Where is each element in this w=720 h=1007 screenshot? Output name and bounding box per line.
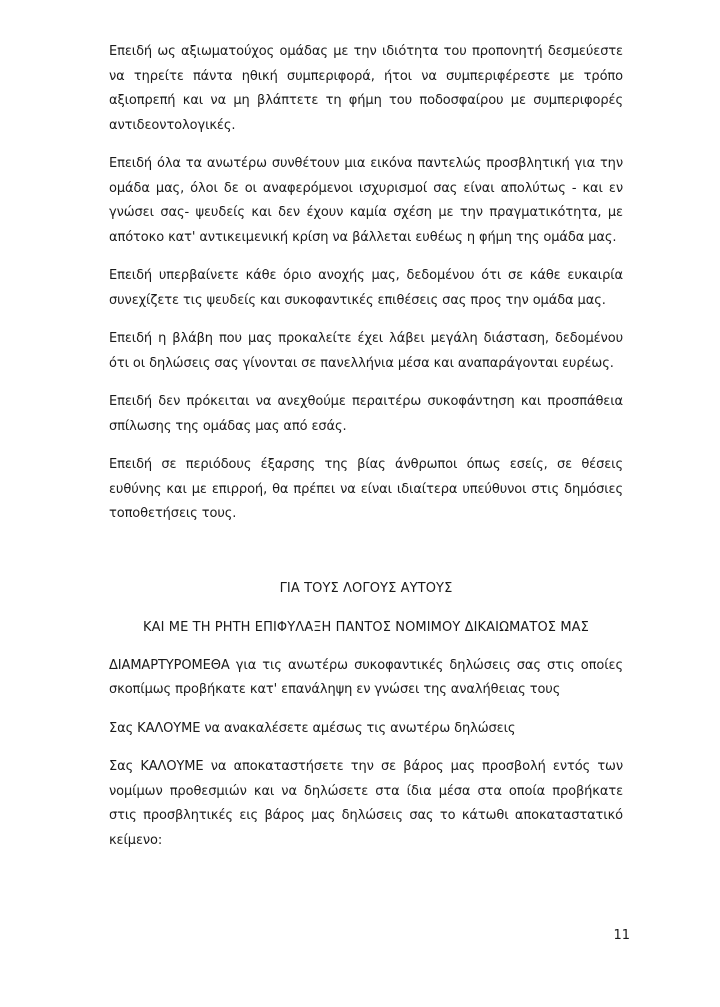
paragraph-public-responsibility: Επειδή σε περιόδους έξαρσης της βίας άνθρωποι όπως εσείς, σε θέσεις ευθύνης και με επιρροή, θα πρέπει να είναι ιδιαίτερα υπεύθυνοι στις δημόσιες τοποθετήσεις τους. [109,457,623,521]
document-body [109,40,623,853]
page-number: 11 [613,928,630,943]
paragraph-tolerance-limit: Επειδή υπερβαίνετε κάθε όριο ανοχής μας, δεδομένου ότι σε κάθε ευκαιρία συνεχίζετε τις ψευδείς και συκοφαντικές επιθέσεις σας προς την ομάδα μας. [109,268,623,308]
section-heading-reservation: ΚΑΙ ΜΕ ΤΗ ΡΗΤΗ ΕΠΙΦΥΛΑΞΗ ΠΑΝΤΟΣ ΝΟΜΙΜΟΥ ΔΙΚΑΙΩΜΑΤΟΣ ΜΑΣ [143,619,589,635]
paragraph-coach-ethics: Επειδή ως αξιωματούχος ομάδας με την ιδιότητα του προπονητή δεσμεύεστε να τηρείτε πάντα ηθική συμπεριφορά, ήτοι να συμπεριφέρεστε με τρόπο αξιοπρεπή και να μη βλάπτετε τη φήμη του ποδοσφαίρου με συμπεριφορές αντιδεοντολογικές. [109,44,623,133]
paragraph-damage-scale: Επειδή η βλάβη που μας προκαλείτε έχει λάβει μεγάλη διάσταση, δεδομένου ότι οι δηλώσεις σας γίνονται σε πανελλήνια μέσα και αναπαράγονται ευρέως. [109,331,623,371]
paragraph-no-tolerance: Επειδή δεν πρόκειται να ανεχθούμε περαιτέρω συκοφάντηση και προσπάθεια σπίλωσης της ομάδας μας από εσάς. [109,394,623,434]
paragraph-call-restore: Σας ΚΑΛΟΥΜΕ να αποκαταστήσετε την σε βάρος μας προσβολή εντός των νομίμων προθεσμιών και να δηλώσετε στα ίδια μέσα στα οποία προβήκατε στις προσβλητικές εις βάρος μας δηλώσεις σας το κάτωθι αποκαταστατικό κείμενο: [109,759,623,848]
paragraph-call-retract: Σας ΚΑΛΟΥΜΕ να ανακαλέσετε αμέσως τις ανωτέρω δηλώσεις [109,720,516,736]
section-heading-reasons: ΓΙΑ ΤΟΥΣ ΛΟΓΟΥΣ ΑΥΤΟΥΣ [279,580,453,596]
paragraph-offensive-image: Επειδή όλα τα ανωτέρω συνθέτουν μια εικόνα παντελώς προσβλητική για την ομάδα μας, όλοι δε οι αναφερόμενοι ισχυρισμοί σας είναι απολύτως - και εν γνώσει σας- ψευδείς και δεν έχουν καμία σχέση με την πραγματικότητα, με απότοκο κατ' αντικειμενική κρίση να βάλλεται ευθέως η φήμη της ομάδα μας. [109,156,623,245]
paragraph-protest: ΔΙΑΜΑΡΤΥΡΟΜΕΘΑ για τις ανωτέρω συκοφαντικές δηλώσεις σας στις οποίες σκοπίμως προβήκατε κατ' επανάληψη εν γνώσει της αναλήθειας τους [109,657,623,697]
